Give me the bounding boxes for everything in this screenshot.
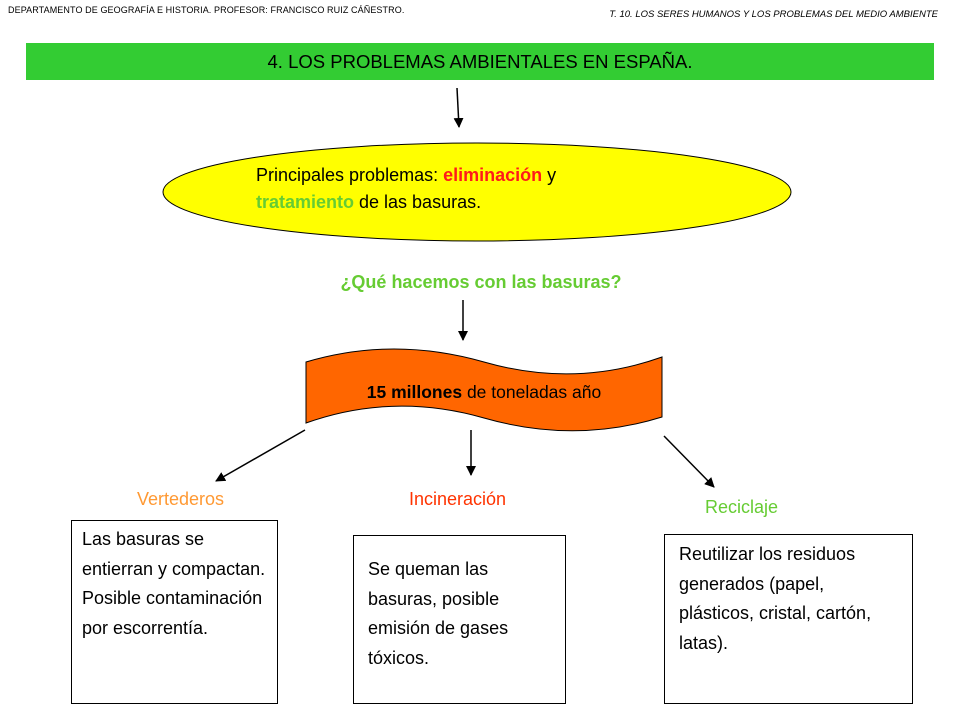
problems-text: Principales problemas: eliminación y tratamiento de las basuras. [256, 165, 557, 212]
header-department: DEPARTAMENTO DE GEOGRAFÍA E HISTORIA. PROFESOR: FRANCISCO RUIZ CÁÑESTRO. [8, 5, 405, 15]
arrow-to-reciclaje [664, 436, 714, 487]
category-vertederos: Vertederos [137, 489, 225, 509]
arrow-to-vertederos [216, 430, 305, 481]
incineracion-box [353, 535, 566, 704]
page-title: 4. LOS PROBLEMAS AMBIENTALES EN ESPAÑA. [267, 50, 693, 72]
vertederos-description: Las basuras se entierran y compactan. Posible contaminación por escorrentía. [82, 529, 266, 638]
amount-text: 15 millones de toneladas año [366, 382, 602, 402]
problem-elimination: eliminación [443, 165, 543, 185]
reciclaje-box [664, 534, 913, 704]
reciclaje-description: Reutilizar los residuos generados (papel, plásticos, cristal, cartón, latas). [679, 544, 872, 653]
vertederos-box [71, 520, 278, 704]
incineracion-description: Se queman las basuras, posible emisión de gases tóxicos. [368, 559, 509, 668]
problem-treatment: tratamiento [256, 192, 355, 212]
category-reciclaje: Reciclaje [705, 497, 779, 517]
question-text: ¿Qué hacemos con las basuras? [340, 272, 622, 292]
arrow-title-to-problems [457, 88, 459, 127]
category-incineracion: Incineración [409, 489, 507, 509]
header-topic: T. 10. LOS SERES HUMANOS Y LOS PROBLEMAS DEL MEDIO AMBIENTE [609, 9, 938, 20]
